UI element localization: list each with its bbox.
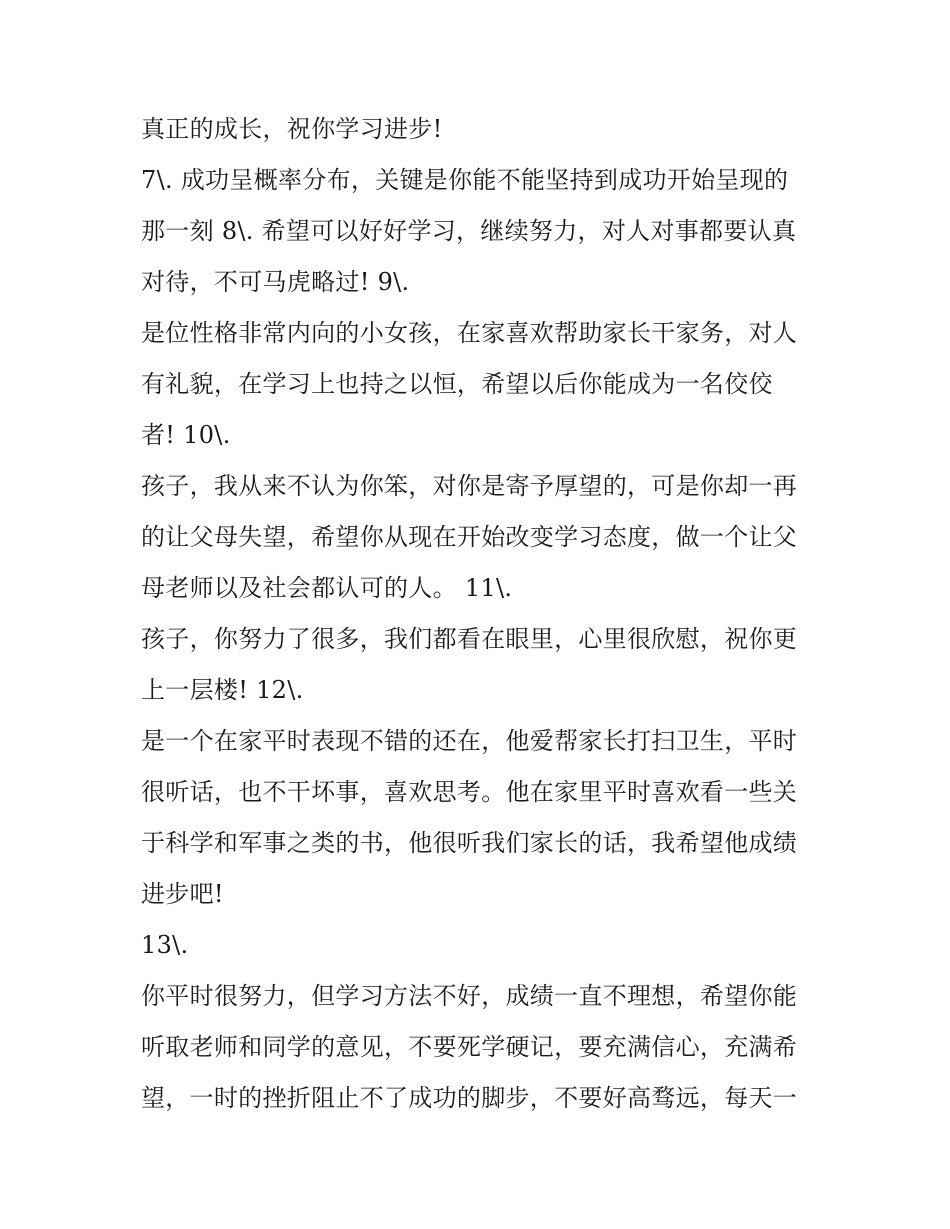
text-line: 是位性格非常内向的小女孩，在家喜欢帮助家长干家务，对人 (141, 319, 798, 347)
text-line: 上一层楼! 12\. (141, 676, 304, 704)
text-line: 望，一时的挫折阻止不了成功的脚步，不要好高骛远，每天一 (141, 1084, 798, 1112)
text-line: 者! 10\. (141, 421, 231, 449)
text-line: 7\. 成功呈概率分布，关键是你能不能坚持到成功开始呈现的 (141, 166, 789, 194)
text-line: 孩子，你努力了很多，我们都看在眼里，心里很欣慰，祝你更 (141, 625, 798, 653)
text-line: 13\. (141, 931, 189, 959)
text-line: 的让父母失望，希望你从现在开始改变学习态度，做一个让父 (141, 523, 798, 551)
text-line: 你平时很努力，但学习方法不好，成绩一直不理想，希望你能 (141, 982, 798, 1010)
text-line: 是一个在家平时表现不错的还在，他爱帮家长打扫卫生，平时 (141, 727, 798, 755)
text-line: 孩子，我从来不认为你笨，对你是寄予厚望的，可是你却一再 (141, 472, 798, 500)
text-line: 对待，不可马虎略过! 9\. (141, 268, 410, 296)
text-line: 听取老师和同学的意见，不要死学硬记，要充满信心，充满希 (141, 1033, 798, 1061)
text-line: 于科学和军事之类的书，他很听我们家长的话，我希望他成绩 (141, 829, 798, 857)
text-line: 母老师以及社会都认可的人。 11\. (141, 574, 513, 602)
text-line: 那一刻 8\. 希望可以好好学习，继续努力，对人对事都要认真 (141, 217, 797, 245)
text-line: 很听话，也不干坏事，喜欢思考。他在家里平时喜欢看一些关 (141, 778, 798, 806)
text-line: 真正的成长，祝你学习进步! (141, 115, 443, 143)
text-line: 有礼貌，在学习上也持之以恒，希望以后你能成为一名佼佼 (141, 370, 773, 398)
text-line: 进步吧! (141, 880, 224, 908)
